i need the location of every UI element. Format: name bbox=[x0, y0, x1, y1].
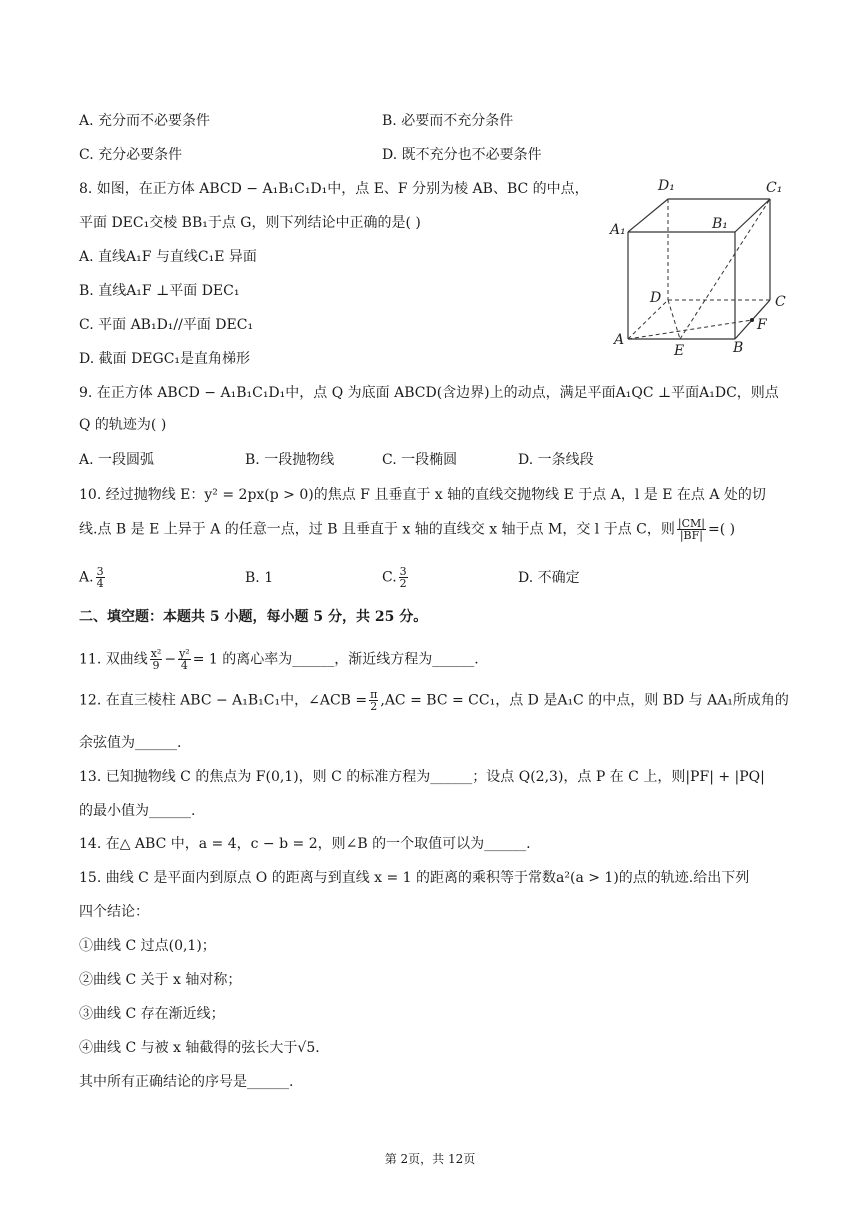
q10-a-den: 4 bbox=[96, 577, 104, 590]
q10-option-d: D. 不确定 bbox=[518, 570, 580, 586]
q12-line2: 余弦值为______. bbox=[79, 735, 182, 751]
label-F: F bbox=[757, 317, 767, 333]
segment-DE bbox=[668, 300, 680, 339]
q12-post: ,AC = BC = CC₁，点 D 是A₁C 的中点，则 BD 与 AA₁所成角的 bbox=[380, 692, 789, 709]
q9-option-b: B. 一段抛物线 bbox=[245, 452, 335, 468]
q15-item-1: ①曲线 C 过点(0,1)； bbox=[79, 938, 216, 954]
q8-option-b: B. 直线A₁F ⊥平面 DEC₁ bbox=[79, 283, 240, 299]
q9-option-c: C. 一段椭圆 bbox=[382, 452, 458, 468]
q9-option-a: A. 一段圆弧 bbox=[79, 452, 155, 468]
edge-A1D1 bbox=[628, 199, 668, 232]
cube-figure bbox=[600, 172, 790, 358]
q8-option-c: C. 平面 AB₁D₁//平面 DEC₁ bbox=[79, 317, 254, 333]
q11-f1-den: 9 bbox=[152, 659, 160, 672]
q11-pre: 11. 双曲线 bbox=[79, 651, 148, 668]
q13-line1: 13. 已知抛物线 C 的焦点为 F(0,1)，则 C 的标准方程为______；设点 Q(2,3)，点 P 在 C 上，则|PF| + |PQ| bbox=[79, 769, 765, 785]
q15-last: 其中所有正确结论的序号是______. bbox=[79, 1074, 294, 1090]
q10-option-b: B. 1 bbox=[245, 570, 274, 586]
q11-post: = 1 的离心率为______，渐近线方程为______. bbox=[192, 651, 479, 668]
q12-f-num: π bbox=[370, 688, 378, 701]
q15-item-4: ④曲线 C 与被 x 轴截得的弦长大于√5. bbox=[79, 1040, 320, 1056]
q10-a-num: 3 bbox=[96, 565, 104, 578]
q11-f2-num: y² bbox=[179, 647, 190, 660]
q9-stem-line2: Q 的轨迹为( ) bbox=[79, 417, 167, 433]
q12-frac bbox=[369, 689, 378, 712]
q11-f2-den: 4 bbox=[180, 659, 188, 672]
q10-line2-end: =( ) bbox=[707, 521, 736, 538]
label-B: B bbox=[733, 340, 744, 356]
segment-AF bbox=[628, 320, 752, 339]
q10-a-fraction bbox=[96, 566, 105, 589]
edge-AD bbox=[628, 300, 668, 339]
q10-option-a bbox=[79, 566, 107, 589]
q13-line2: 的最小值为______. bbox=[79, 803, 196, 819]
label-E: E bbox=[674, 343, 685, 358]
label-C: C bbox=[775, 294, 786, 310]
q8-option-a: A. 直线A₁F 与直线C₁E 异面 bbox=[79, 249, 257, 265]
label-B1: B₁ bbox=[712, 216, 728, 232]
q9-option-d: D. 一条线段 bbox=[518, 452, 594, 468]
q10-frac-den: |BF| bbox=[679, 529, 703, 542]
label-C1: C₁ bbox=[766, 180, 783, 196]
q9-stem-line1: 9. 在正方体 ABCD − A₁B₁C₁D₁中，点 Q 为底面 ABCD(含边界)上的动点，满足平面A₁QC ⊥平面A₁DC，则点 bbox=[79, 385, 779, 401]
q15-item-3: ③曲线 C 存在渐近线； bbox=[79, 1006, 225, 1022]
q7-option-c: C. 充分必要条件 bbox=[79, 147, 183, 163]
q10-a-label: A. bbox=[79, 569, 94, 586]
q8-stem-line1: 8. 如图，在正方体 ABCD − A₁B₁C₁D₁中，点 E、F 分别为棱 AB、BC 的中点， bbox=[79, 181, 589, 197]
q15-line2: 四个结论： bbox=[79, 904, 149, 920]
q8-option-d: D. 截面 DEGC₁是直角梯形 bbox=[79, 351, 251, 367]
q8-stem-line2: 平面 DEC₁交棱 BB₁于点 G，则下列结论中正确的是( ) bbox=[79, 215, 421, 231]
q11 bbox=[79, 648, 479, 671]
q15-line1: 15. 曲线 C 是平面内到原点 O 的距离与到直线 x = 1 的距离的乘积等于常数a²(a > 1)的点的轨迹.给出下列 bbox=[79, 870, 750, 886]
label-A: A bbox=[614, 332, 625, 348]
q11-frac-y bbox=[178, 648, 191, 671]
label-D1: D₁ bbox=[658, 178, 675, 194]
page-footer: 第 2页，共 12页 bbox=[384, 1152, 476, 1166]
q10-stem-line1: 10. 经过抛物线 E：y² = 2px(p > 0)的焦点 F 且垂直于 x 轴的直线交抛物线 E 于点 A，l 是 E 在点 A 处的切 bbox=[79, 487, 766, 503]
q10-c-num: 3 bbox=[399, 565, 407, 578]
point-F bbox=[750, 318, 754, 322]
q10-frac-num: |CM| bbox=[677, 517, 705, 530]
q12-pre: 12. 在直三棱柱 ABC − A₁B₁C₁中，∠ACB = bbox=[79, 692, 368, 709]
section-heading-fill-in: 二、填空题：本题共 5 小题，每小题 5 分，共 25 分。 bbox=[79, 609, 428, 625]
q12-line1 bbox=[79, 689, 789, 712]
q10-line2-text: 线.点 B 是 E 上异于 A 的任意一点，过 B 且垂直于 x 轴的直线交 x 轴于点 M，交 l 于点 C，则 bbox=[79, 521, 675, 538]
q10-stem-line2 bbox=[79, 518, 735, 541]
q7-option-a: A. 充分而不必要条件 bbox=[79, 113, 211, 129]
q10-c-fraction bbox=[399, 566, 408, 589]
q10-option-c bbox=[382, 566, 410, 589]
label-D: D bbox=[650, 290, 662, 306]
q12-f-den: 2 bbox=[370, 700, 378, 713]
q11-minus: − bbox=[164, 651, 177, 668]
q10-c-den: 2 bbox=[399, 577, 407, 590]
q10-fraction bbox=[677, 518, 706, 541]
q14: 14. 在△ ABC 中，a = 4，c − b = 2，则∠B 的一个取值可以为______. bbox=[79, 836, 531, 852]
label-A1: A₁ bbox=[610, 222, 626, 238]
q7-option-d: D. 既不充分也不必要条件 bbox=[382, 147, 542, 163]
q11-f1-num: x² bbox=[150, 647, 162, 660]
q15-item-2: ②曲线 C 关于 x 轴对称； bbox=[79, 972, 242, 988]
q7-option-b: B. 必要而不充分条件 bbox=[382, 113, 514, 129]
q11-frac-x bbox=[150, 648, 163, 671]
q10-c-label: C. bbox=[382, 569, 397, 586]
